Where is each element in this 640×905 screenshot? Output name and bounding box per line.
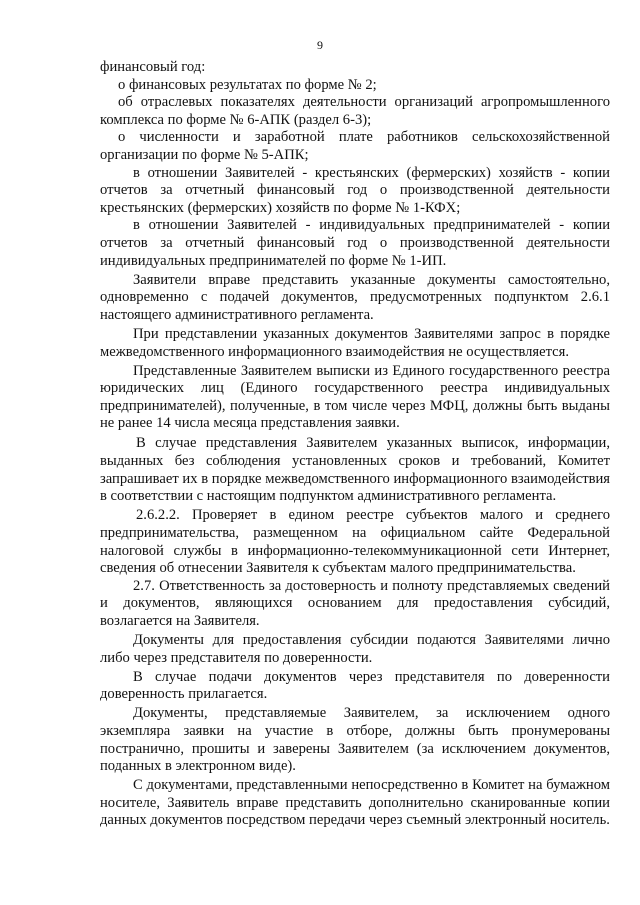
paragraph-egrul-extracts: Представленные Заявителем выписки из Единого государственного реестра юридических лиц (Единого государственного реестра индивидуальных предпринимателей), полученные, в том числе через МФЦ, должны быть выданы не ранее 14 числа месяца представления заявки. [100, 362, 610, 432]
paragraph-self-submission: Заявители вправе представить указанные документы самостоятельно, одновременно с подачей документов, предусмотренных подпунктом 2.6.1 настоящего административного регламента. [100, 271, 610, 323]
paragraph-power-of-attorney: В случае подачи документов через представителя по доверенности доверенность прилагается. [100, 668, 610, 703]
paragraph-2-6-2-2: 2.6.2.2. Проверяет в едином реестре субъектов малого и среднего предпринимательства, размещенном на официальном сайте Федеральной налоговой службы в информационно-телекоммуникационной сети Интернет, сведения об отнесении Заявителя к субъектам малого предпринимательства. [100, 507, 610, 577]
paragraph-no-interagency-request: При представлении указанных документов Заявителями запрос в порядке межведомственного информационного взаимодействия не осуществляется. [100, 325, 610, 360]
paragraph-kfh-reports: в отношении Заявителей - крестьянских (фермерских) хозяйств - копии отчетов за отчетный финансовый год о производственной деятельности крестьянских (фермерских) хозяйств по форме № 1-КФХ; [100, 164, 610, 216]
paragraph-personal-submission: Документы для предоставления субсидии подаются Заявителями лично либо через представителя по доверенности. [100, 632, 610, 666]
paragraph-form-5-apk: о численности и заработной плате работников сельскохозяйственной организации по форме № 5-АПК; [100, 129, 610, 163]
paragraph-ip-reports: в отношении Заявителей - индивидуальных предпринимателей - копии отчетов за отчетный финансовый год о производственной деятельности индивидуальных предпринимателей по форме № 1-ИП. [100, 217, 610, 269]
document-body [100, 59, 610, 830]
paragraph-2-7: 2.7. Ответственность за достоверность и полноту представляемых сведений и документов, являющихся основанием для предоставления субсидий, возлагается на Заявителя. [100, 577, 610, 629]
paragraph-financial-year: финансовый год: [100, 59, 206, 75]
paragraph-form-6-apk: об отраслевых показателях деятельности организаций агропромышленного комплекса по форме № 6-АПК (раздел 6-3); [100, 94, 610, 128]
paragraph-form-2: о финансовых результатах по форме № 2; [118, 76, 377, 93]
paragraph-electronic-copies: С документами, представленными непосредственно в Комитет на бумажном носителе, Заявитель вправе представить дополнительно сканированные копии данных документов посредством передачи через съемный электронный носитель. [100, 777, 610, 829]
paragraph-committee-request: В случае представления Заявителем указанных выписок, информации, выданных без соблюдения установленных сроков и требований, Комитет запрашивает их в порядке межведомственного информационного взаимодействия в соответствии с настоящим подпунктом административного регламента. [100, 435, 610, 505]
paragraph-numbering-requirements: Документы, представляемые Заявителем, за исключением одного экземпляра заявки на участие в отборе, должны быть пронумерованы постранично, прошиты и заверены Заявителем (за исключением документов, поданных в электронном виде). [100, 705, 610, 775]
page-number: 9 [317, 38, 323, 52]
